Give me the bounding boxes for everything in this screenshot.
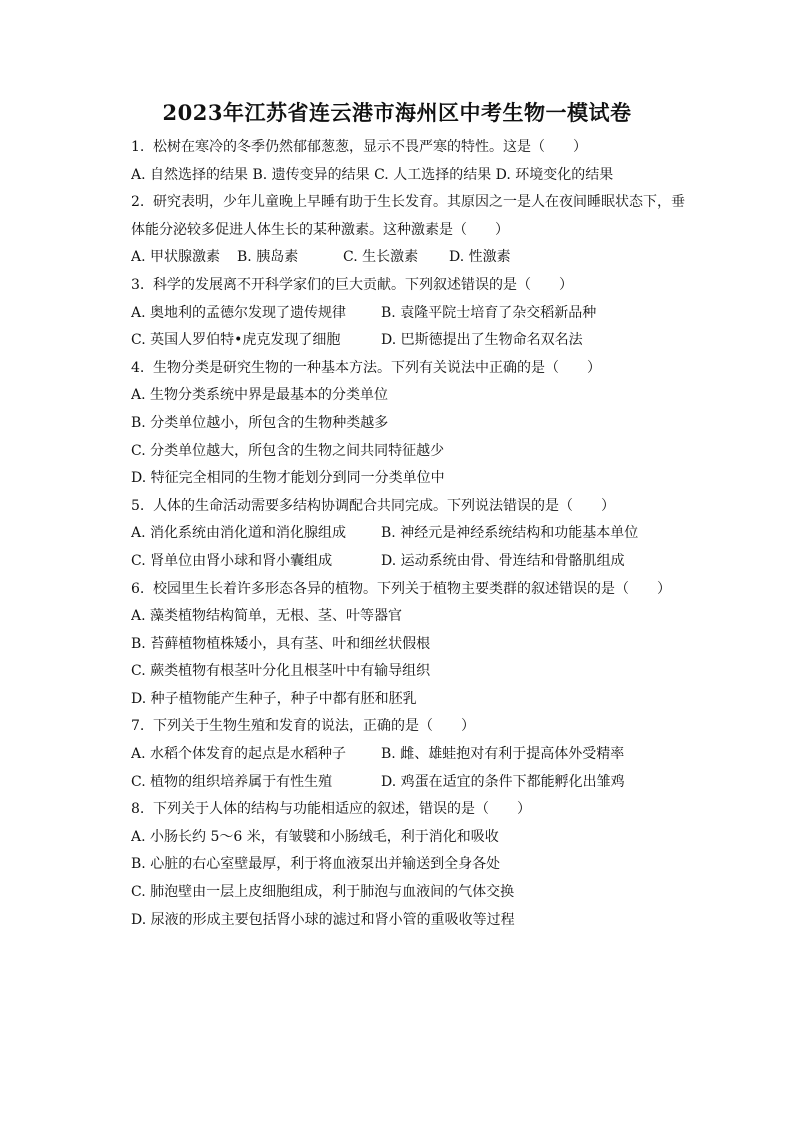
question-text-continued: 体能分泌较多促进人体生长的某种激素。这种激素是（ ） bbox=[131, 221, 509, 238]
question-number: 7. bbox=[131, 718, 145, 735]
question-options: A. 自然选择的结果 B. 遗传变异的结果 C. 人工选择的结果 D. 环境变化的结果 bbox=[131, 166, 614, 183]
option-c: C. 英国人罗伯特•虎克发现了细胞 bbox=[131, 332, 341, 349]
question-stem bbox=[131, 189, 691, 217]
option-a: A. 奥地利的孟德尔发现了遗传规律 bbox=[131, 304, 347, 321]
question-options bbox=[131, 548, 691, 576]
question-text: 校园里生长着许多形态各异的植物。下列关于植物主要类群的叙述错误的是（ ） bbox=[153, 580, 671, 597]
option-c: C. 生长激素 bbox=[343, 249, 419, 266]
option-a: A. 生物分类系统中界是最基本的分类单位 bbox=[131, 387, 389, 404]
option-b: B. 分类单位越小，所包含的生物种类越多 bbox=[131, 414, 389, 431]
question-number: 1. bbox=[131, 139, 145, 155]
question-stem bbox=[131, 576, 691, 604]
question-number: 8. bbox=[131, 801, 145, 818]
option-c: C. 植物的组织培养属于有性生殖 bbox=[131, 773, 333, 790]
question-options bbox=[131, 741, 691, 769]
option-d: D. 运动系统由骨、骨连结和骨骼肌组成 bbox=[381, 552, 625, 569]
option-b: B. 苔藓植物植株矮小，具有茎、叶和细丝状假根 bbox=[131, 635, 431, 652]
question-text: 人体的生命活动需要多结构协调配合共同完成。下列说法错误的是（ ） bbox=[153, 497, 615, 514]
option-a: A. 藻类植物结构简单，无根、茎、叶等器官 bbox=[131, 608, 403, 625]
question-stem bbox=[131, 355, 691, 383]
option-c: C. 肺泡壁由一层上皮细胞组成，利于肺泡与血液间的气体交换 bbox=[131, 884, 515, 901]
question-stem bbox=[131, 493, 691, 521]
option-a: A. 甲状腺激素 bbox=[131, 249, 221, 266]
question-options bbox=[131, 244, 691, 272]
question-stem bbox=[131, 134, 691, 162]
question-options bbox=[131, 300, 691, 328]
question-text: 下列关于生物生殖和发育的说法，正确的是（ ） bbox=[153, 718, 475, 735]
question-number: 4. bbox=[131, 359, 145, 376]
question-list bbox=[131, 134, 691, 934]
question-number: 3. bbox=[131, 276, 145, 293]
question-number: 2. bbox=[131, 194, 145, 211]
option-b: B. 神经元是神经系统结构和功能基本单位 bbox=[381, 525, 639, 542]
option-c: C. 肾单位由肾小球和肾小囊组成 bbox=[131, 552, 333, 569]
question-options bbox=[131, 327, 691, 355]
question-text: 研究表明，少年儿童晚上早睡有助于生长发育。其原因之一是人在夜间睡眠状态下，垂 bbox=[153, 194, 685, 211]
option-b: B. 袁隆平院士培育了杂交稻新品种 bbox=[381, 304, 597, 321]
question-stem bbox=[131, 713, 691, 741]
option-d: D. 尿液的形成主要包括肾小球的滤过和肾小管的重吸收等过程 bbox=[131, 911, 515, 928]
question-text: 生物分类是研究生物的一种基本方法。下列有关说法中正确的是（ ） bbox=[153, 359, 601, 376]
option-d: D. 种子植物能产生种子，种子中都有胚和胚乳 bbox=[131, 690, 417, 707]
question-stem bbox=[131, 272, 691, 300]
question-options bbox=[131, 769, 691, 797]
option-c: C. 分类单位越大，所包含的生物之间共同特征越少 bbox=[131, 442, 445, 459]
question-number: 5. bbox=[131, 497, 145, 514]
question-options bbox=[131, 520, 691, 548]
option-a: A. 消化系统由消化道和消化腺组成 bbox=[131, 525, 347, 542]
question-number: 6. bbox=[131, 580, 145, 597]
question-text: 科学的发展离不开科学家们的巨大贡献。下列叙述错误的是（ ） bbox=[153, 276, 573, 293]
question-text: 下列关于人体的结构与功能相适应的叙述，错误的是（ ） bbox=[153, 801, 531, 818]
exam-title: 2023年江苏省连云港市海州区中考生物一模试卷 bbox=[162, 100, 632, 125]
question-stem bbox=[131, 796, 691, 824]
option-d: D. 鸡蛋在适宜的条件下都能孵化出雏鸡 bbox=[381, 773, 625, 790]
option-c: C. 蕨类植物有根茎叶分化且根茎叶中有输导组织 bbox=[131, 663, 431, 680]
option-a: A. 小肠长约 5～6 米，有皱襞和小肠绒毛，利于消化和吸收 bbox=[131, 828, 499, 845]
option-b: B. 心脏的右心室壁最厚，利于将血液泵出并输送到全身各处 bbox=[131, 856, 501, 873]
option-d: D. 特征完全相同的生物才能划分到同一分类单位中 bbox=[131, 470, 445, 487]
option-d: D. 性激素 bbox=[449, 249, 511, 266]
question-text: 松树在寒冷的冬季仍然郁郁葱葱，显示不畏严寒的特性。这是（ ） bbox=[153, 139, 587, 155]
option-d: D. 巴斯德提出了生物命名双名法 bbox=[381, 332, 583, 349]
option-b: B. 雌、雄蛙抱对有利于提高体外受精率 bbox=[381, 746, 625, 763]
option-a: A. 水稻个体发育的起点是水稻种子 bbox=[131, 746, 347, 763]
option-b: B. 胰岛素 bbox=[237, 249, 299, 266]
